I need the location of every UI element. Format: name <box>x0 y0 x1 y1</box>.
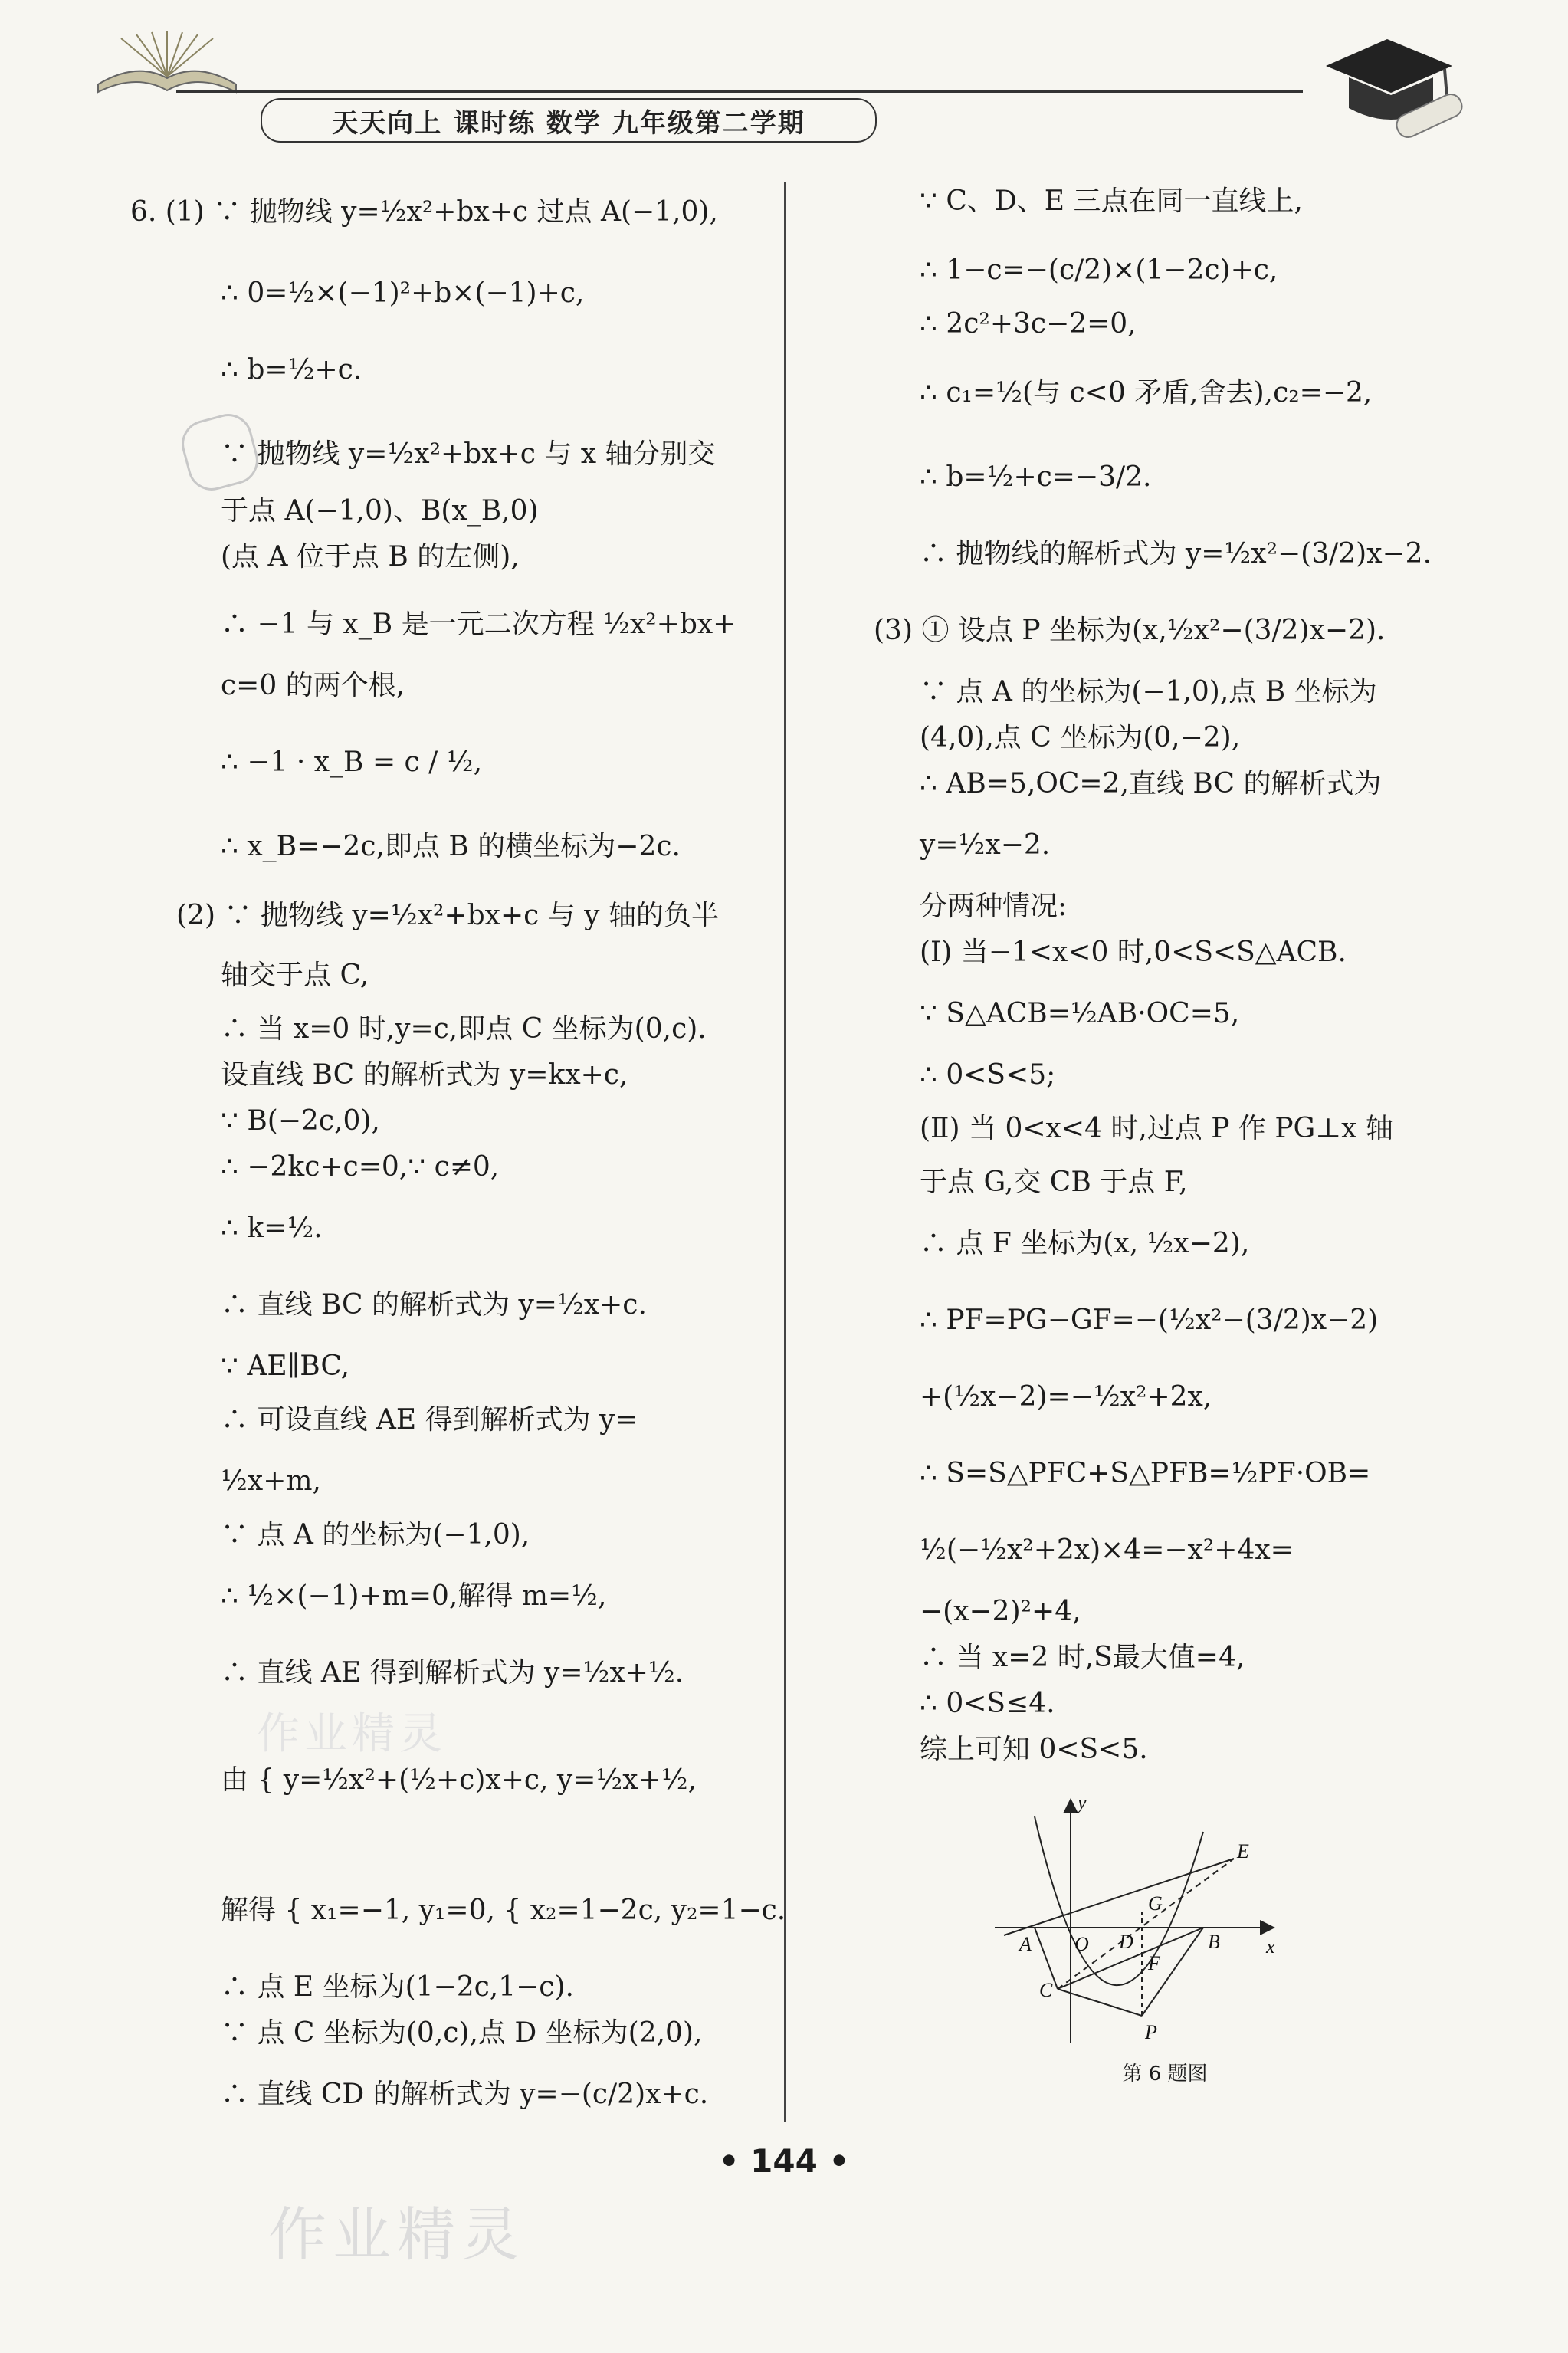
label-B: B <box>1208 1931 1220 1953</box>
text-line: ∴ c₁=½(与 c<0 矛盾,舍去),c₂=−2, <box>920 377 1373 409</box>
text-line: ½x+m, <box>221 1465 321 1497</box>
label-F: F <box>1148 1952 1160 1974</box>
text-line: (3) ① 设点 P 坐标为(x,½x²−(3/2)x−2). <box>874 615 1386 646</box>
text-line: ∵ 抛物线 y=½x²+bx+c 与 x 轴分别交 <box>221 438 716 470</box>
text-line: +(½x−2)=−½x²+2x, <box>920 1381 1212 1413</box>
text-line: ∴ S=S△PFC+S△PFB=½PF·OB= <box>920 1458 1371 1489</box>
stamp-graphic <box>178 410 262 494</box>
text-line: (Ⅱ) 当 0<x<4 时,过点 P 作 PG⊥x 轴 <box>920 1113 1393 1144</box>
figure-caption: 第 6 题图 <box>1122 2063 1208 2086</box>
text-line: c=0 的两个根, <box>221 670 405 701</box>
text-line: ∴ 点 F 坐标为(x, ½x−2), <box>920 1228 1250 1259</box>
text-line: (点 A 位于点 B 的左侧), <box>221 541 520 573</box>
page-number: • 144 • <box>718 2142 850 2180</box>
text-line: ∴ 直线 CD 的解析式为 y=−(c/2)x+c. <box>221 2079 709 2110</box>
header-rule <box>176 90 1303 93</box>
label-O: O <box>1074 1933 1089 1955</box>
text-line: ∴ AB=5,OC=2,直线 BC 的解析式为 <box>920 768 1382 799</box>
column-divider <box>784 182 786 2122</box>
text-line: 分两种情况: <box>920 891 1068 922</box>
label-E: E <box>1237 1840 1249 1862</box>
label-C: C <box>1039 1979 1053 2001</box>
watermark: 作业精灵 <box>268 2200 526 2269</box>
text-line: 于点 G,交 CB 于点 F, <box>920 1167 1188 1198</box>
text-line: 综上可知 0<S<5. <box>920 1734 1148 1765</box>
text-line: ∴ PF=PG−GF=−(½x²−(3/2)x−2) <box>920 1304 1379 1336</box>
text-line: ∵ 点 C 坐标为(0,c),点 D 坐标为(2,0), <box>221 2017 703 2049</box>
line-AE <box>1004 1859 1234 1935</box>
text-line: ∵ B(−2c,0), <box>221 1105 380 1137</box>
text-line: ∴ 可设直线 AE 得到解析式为 y= <box>221 1404 638 1436</box>
open-book-icon <box>90 31 244 100</box>
label-P: P <box>1145 2021 1157 2043</box>
text-line: 于点 A(−1,0)、B(x_B,0) <box>221 495 539 527</box>
label-D: D <box>1119 1931 1133 1953</box>
watermark-faint: 作业精灵 <box>257 1709 447 1759</box>
text-line: ∴ 2c²+3c−2=0, <box>920 308 1137 340</box>
text-line: ∵ C、D、E 三点在同一直线上, <box>920 185 1303 217</box>
text-line: 设直线 BC 的解析式为 y=kx+c, <box>221 1059 628 1091</box>
text-line: ∴ −2kc+c=0,∵ c≠0, <box>221 1151 500 1183</box>
graduation-cap-icon <box>1318 35 1471 150</box>
text-line: (Ⅰ) 当−1<x<0 时,0<S<S△ACB. <box>920 937 1347 968</box>
text-line: ∵ 点 A 的坐标为(−1,0), <box>221 1519 530 1551</box>
text-line: ∴ 当 x=0 时,y=c,即点 C 坐标为(0,c). <box>221 1013 707 1045</box>
text-line: 解得 { x₁=−1, y₁=0, { x₂=1−2c, y₂=1−c. <box>221 1895 786 1926</box>
text-line: (2) ∵ 抛物线 y=½x²+bx+c 与 y 轴的负半 <box>176 900 719 931</box>
text-line: ∴ 直线 AE 得到解析式为 y=½x+½. <box>221 1657 684 1688</box>
text-line: ∴ ½×(−1)+m=0,解得 m=½, <box>221 1580 607 1612</box>
header-title: 天天向上 课时练 数学 九年级第二学期 <box>261 98 877 143</box>
text-line: ∴ 抛物线的解析式为 y=½x²−(3/2)x−2. <box>920 538 1432 569</box>
text-line: ∴ x_B=−2c,即点 B 的横坐标为−2c. <box>221 831 681 862</box>
text-line: ∴ b=½+c. <box>221 354 362 386</box>
text-line: 由 { y=½x²+(½+c)x+c, y=½x+½, <box>221 1764 697 1796</box>
text-line: ∵ S△ACB=½AB·OC=5, <box>920 998 1240 1029</box>
text-line: ∴ k=½. <box>221 1213 323 1244</box>
text-line: y=½x−2. <box>920 829 1051 861</box>
text-line: ∴ 0<S≤4. <box>920 1688 1055 1719</box>
text-line: ∴ −1 · x_B = c / ½, <box>221 747 483 778</box>
text-line: ½(−½x²+2x)×4=−x²+4x= <box>920 1534 1294 1566</box>
text-line: (4,0),点 C 坐标为(0,−2), <box>920 722 1241 753</box>
text-line: ∵ AE∥BC, <box>221 1350 350 1382</box>
text-line: ∴ 0=½×(−1)²+b×(−1)+c, <box>221 277 585 309</box>
text-line: ∴ −1 与 x_B 是一元二次方程 ½x²+bx+ <box>221 609 736 640</box>
text-line: −(x−2)²+4, <box>920 1596 1081 1627</box>
text-line: ∴ 直线 BC 的解析式为 y=½x+c. <box>221 1289 647 1321</box>
text-line: 轴交于点 C, <box>221 960 369 991</box>
label-G: G <box>1148 1892 1163 1915</box>
label-y: y <box>1078 1791 1087 1813</box>
text-line: ∴ b=½+c=−3/2. <box>920 461 1152 493</box>
label-x: x <box>1266 1935 1275 1958</box>
text-line: ∴ 点 E 坐标为(1−2c,1−c). <box>221 1971 574 2003</box>
label-A: A <box>1019 1933 1032 1955</box>
text-line: 6. (1) ∵ 抛物线 y=½x²+bx+c 过点 A(−1,0), <box>130 196 718 228</box>
parabola-figure <box>981 1786 1288 2054</box>
text-line: ∴ 1−c=−(c/2)×(1−2c)+c, <box>920 254 1278 286</box>
parabola-curve <box>1035 1816 1203 1985</box>
text-line: ∴ 当 x=2 时,S最大值=4, <box>920 1642 1245 1673</box>
line-CE <box>1058 1859 1234 1989</box>
text-line: ∵ 点 A 的坐标为(−1,0),点 B 坐标为 <box>920 676 1377 707</box>
text-line: ∴ 0<S<5; <box>920 1059 1056 1091</box>
